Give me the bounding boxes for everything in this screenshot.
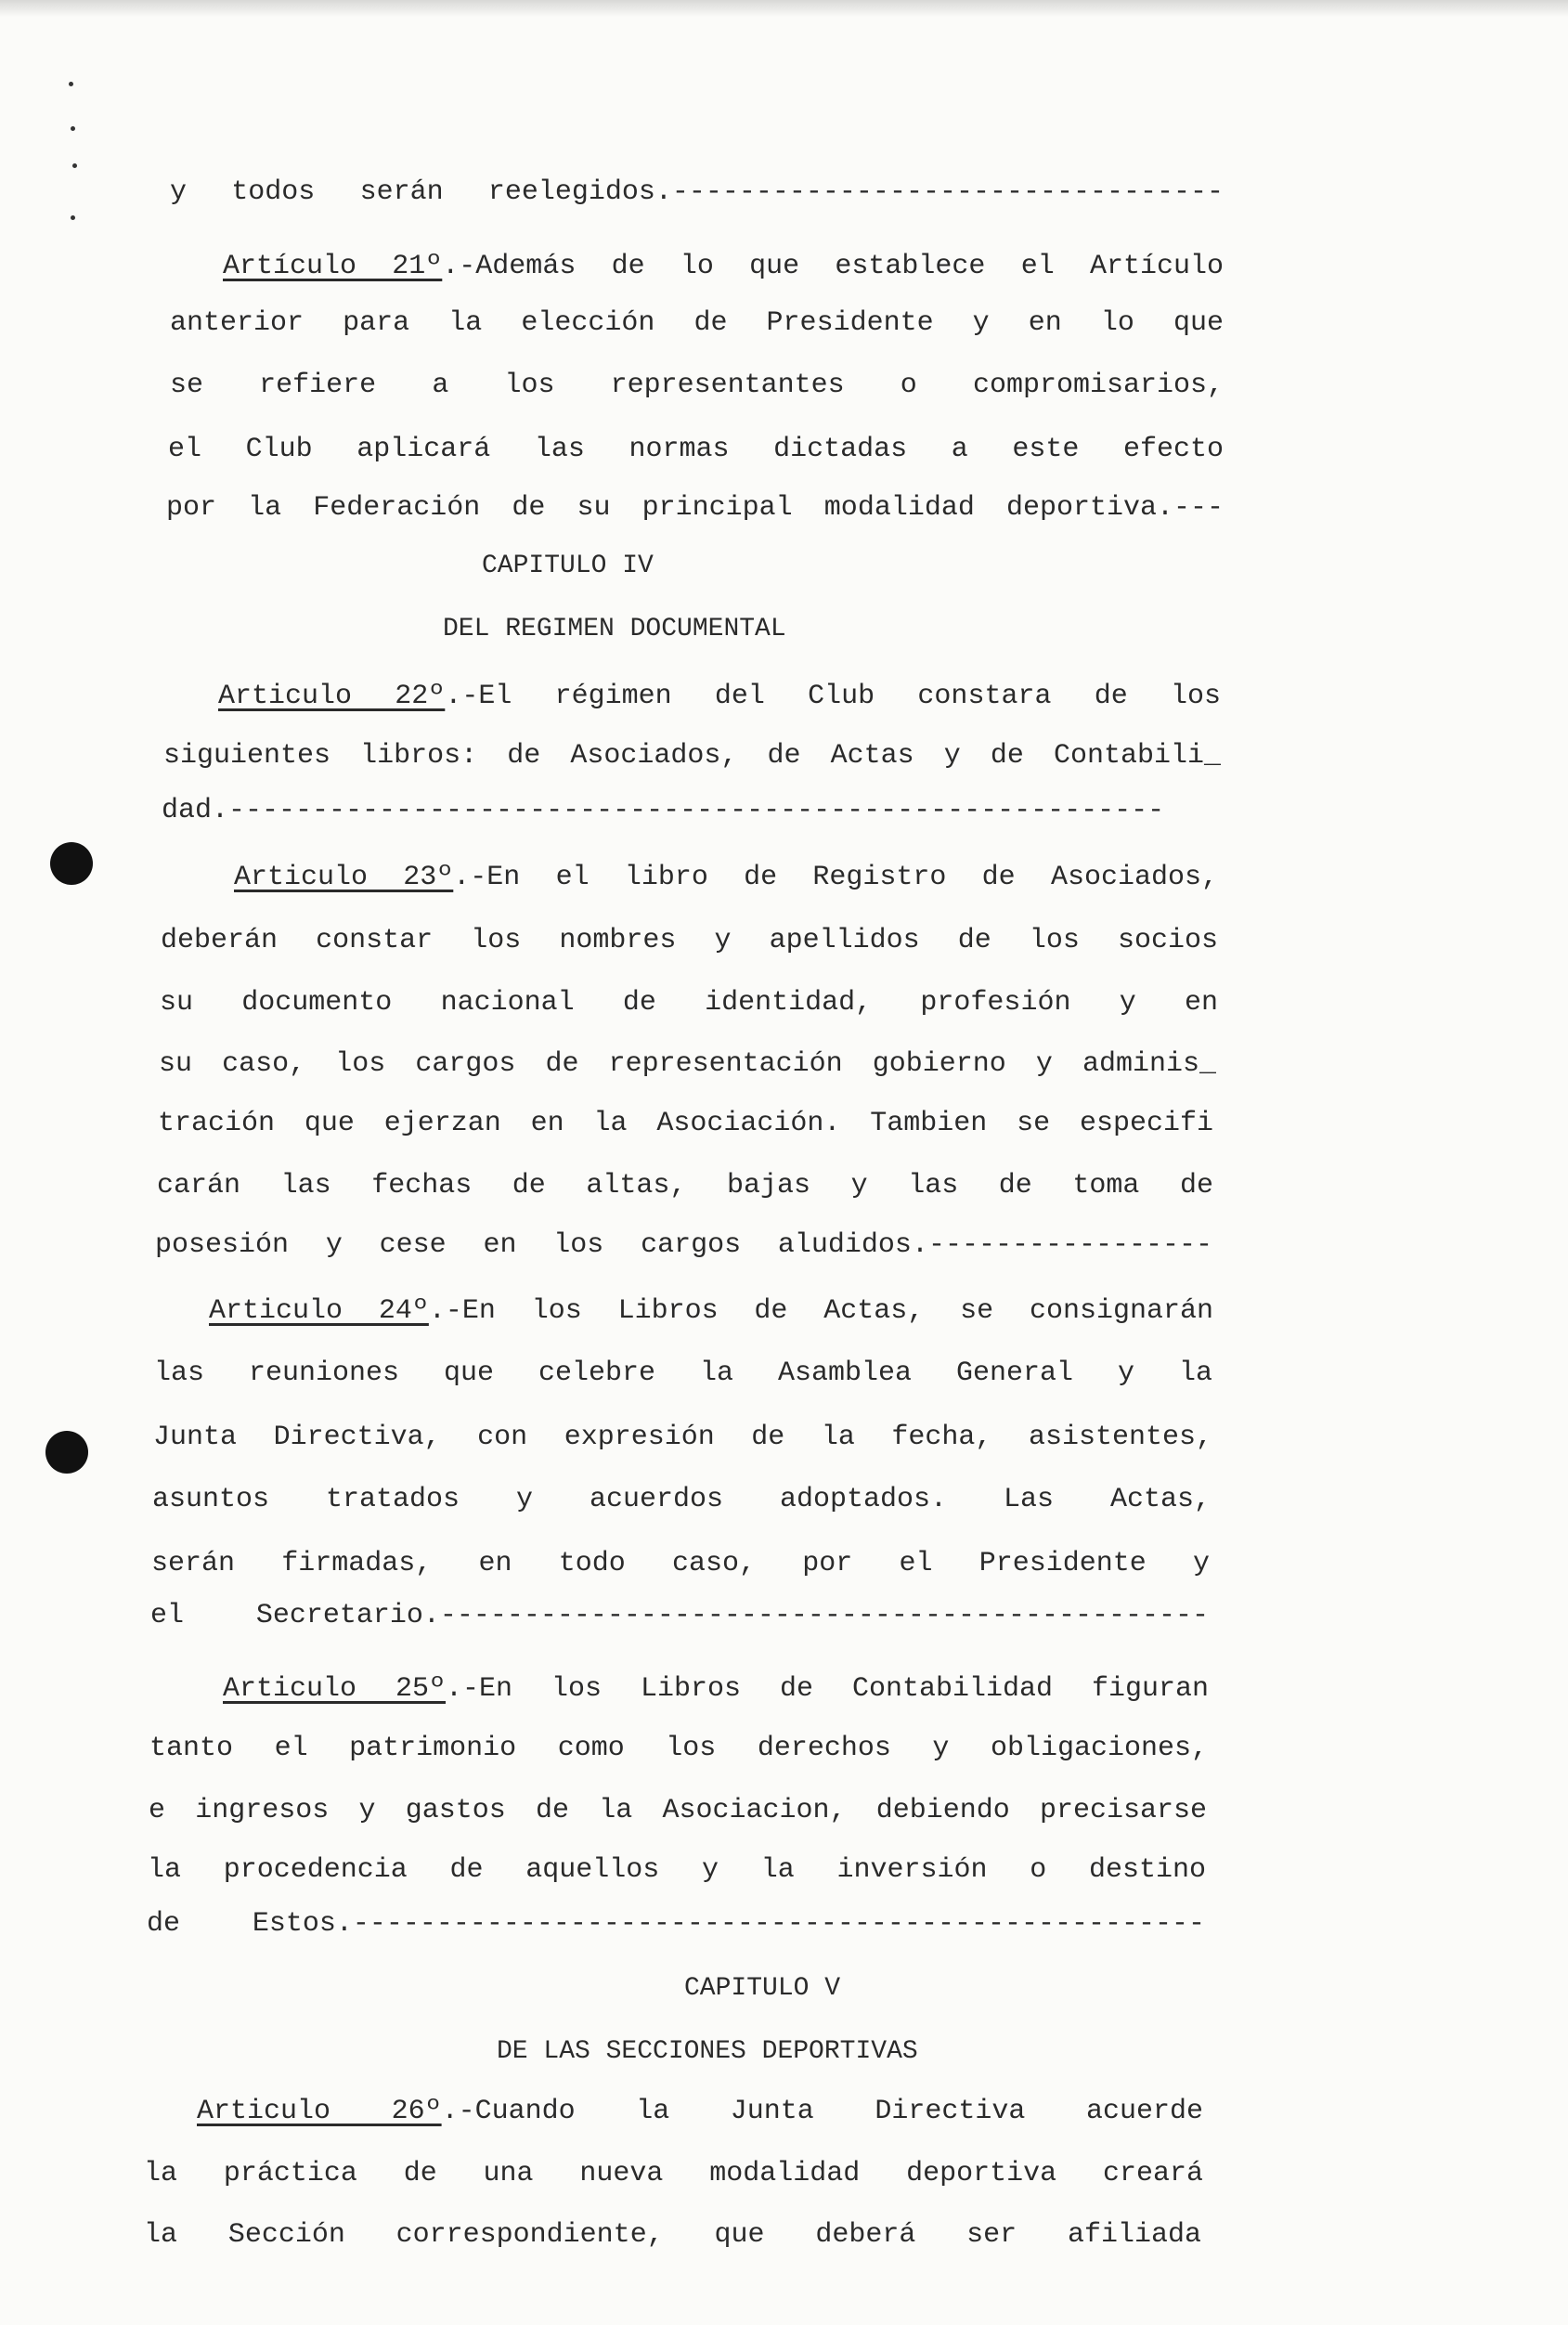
article-25-line: [223, 1670, 1209, 1708]
text-line: .-Además de lo que establece el Artículo: [442, 251, 1224, 282]
article-heading: Artículo 21º: [223, 251, 443, 282]
article-22-line: [218, 678, 1221, 715]
text-line: .-Cuando la Junta Directiva acuerde: [441, 2096, 1203, 2127]
text-line: el Club aplicará las normas dictadas a este efecto: [168, 434, 1224, 465]
text-line: su documento nacional de identidad, profesión y en: [160, 987, 1218, 1019]
text-line: .-El régimen del Club constara de los: [445, 681, 1221, 712]
chapter-title: DE LAS SECCIONES DEPORTIVAS: [497, 2037, 918, 2066]
article-heading: Articulo 25º: [223, 1673, 447, 1705]
text-line: .-En los Libros de Actas, se consignarán: [428, 1295, 1213, 1327]
text-line: las reuniones que celebre la Asamblea General y la: [154, 1357, 1212, 1389]
article-heading: Articulo 26º: [197, 2096, 442, 2127]
text-line: su caso, los cargos de representación gobierno y adminis_: [159, 1048, 1216, 1080]
article-24-line: [209, 1292, 1213, 1330]
text-line: Junta Directiva, con expresión de la fecha, asistentes,: [153, 1422, 1212, 1453]
text-line: anterior para la elección de Presidente y en lo que: [170, 307, 1224, 339]
speck: [71, 215, 75, 220]
text-line: e ingresos y gastos de la Asociacion, debiendo precisarse: [149, 1795, 1207, 1826]
punch-hole: [45, 1431, 88, 1474]
punch-hole: [50, 842, 93, 885]
speck: [71, 126, 75, 131]
text-line: el Secretario.----------------------------------------------: [150, 1600, 1209, 1631]
article-26-line: [197, 2093, 1203, 2130]
text-line: se refiere a los representantes o compromisarios,: [170, 370, 1224, 401]
speck: [69, 82, 73, 86]
text-line: dad.--------------------------------------------------------: [162, 795, 1165, 826]
text-line: siguientes libros: de Asociados, de Actas y de Contabili_: [163, 740, 1221, 772]
text-line: tanto el patrimonio como los derechos y obligaciones,: [149, 1733, 1208, 1764]
article-23-line: [234, 859, 1218, 896]
text-line: .-En los Libros de Contabilidad figuran: [446, 1673, 1209, 1705]
text-line: de Estos.---------------------------------------------------: [147, 1908, 1205, 1940]
article-heading: Articulo 24º: [209, 1295, 429, 1327]
text-line: posesión y cese en los cargos aludidos.-----------------: [155, 1229, 1212, 1261]
text-line: y todos serán reelegidos.---------------------------------: [170, 176, 1224, 208]
scan-edge: [0, 0, 1568, 17]
text-line: serán firmadas, en todo caso, por el Presidente y: [151, 1548, 1210, 1579]
text-line: carán las fechas de altas, bajas y las de toma de: [157, 1170, 1213, 1201]
article-heading: Articulo 22º: [218, 681, 446, 712]
text-line: tración que ejerzan en la Asociación. Tambien se especifi: [158, 1108, 1213, 1139]
chapter-heading: CAPITULO IV: [482, 552, 654, 580]
article-heading: Articulo 23º: [234, 862, 454, 893]
text-line: deberán constar los nombres y apellidos de los socios: [161, 925, 1218, 956]
text-line: .-En el libro de Registro de Asociados,: [453, 862, 1218, 893]
chapter-heading: CAPITULO V: [684, 1974, 841, 2003]
speck: [72, 163, 77, 168]
text-line: la Sección correspondiente, que deberá ser afiliada: [144, 2219, 1201, 2251]
chapter-title: DEL REGIMEN DOCUMENTAL: [443, 615, 786, 643]
text-line: la práctica de una nueva modalidad deportiva creará: [144, 2158, 1203, 2189]
text-line: asuntos tratados y acuerdos adoptados. Las Actas,: [152, 1484, 1211, 1515]
text-line: por la Federación de su principal modalidad deportiva.---: [166, 492, 1224, 524]
article-21-line: [223, 248, 1224, 285]
text-line: la procedencia de aquellos y la inversión o destino: [148, 1854, 1206, 1886]
